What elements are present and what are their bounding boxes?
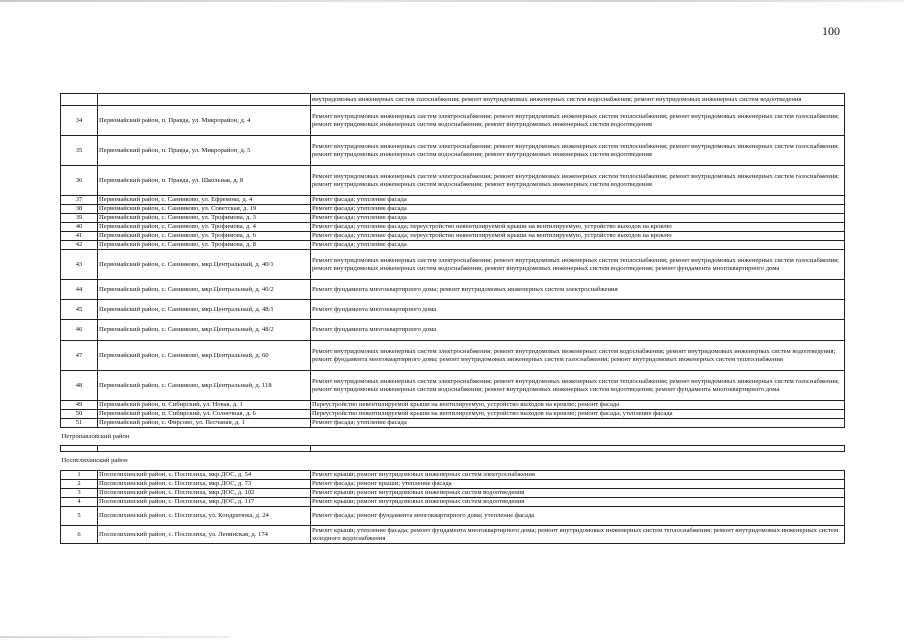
- house-address: Первомайский район, с. Санниково, мкр.Центральный, д. 118: [98, 371, 311, 401]
- row-number: 46: [61, 320, 98, 341]
- table-row: [61, 489, 845, 498]
- table-row: [61, 241, 845, 250]
- table-row: [61, 106, 845, 136]
- house-address: Первомайский район, с. Санниково, ул. Трофимова, д. 6: [98, 232, 311, 241]
- scan-edge-top: [0, 0, 904, 2]
- table-row: [61, 341, 845, 371]
- table-row: [61, 300, 845, 320]
- row-number: 3: [61, 489, 98, 498]
- row-number: [61, 94, 98, 106]
- repair-works: Переустройство невентилируемой крыши на вентилируемую, устройство выходов на кровлю; ремонт фасада: [311, 401, 845, 410]
- row-number: 36: [61, 166, 98, 196]
- row-number: 45: [61, 300, 98, 320]
- house-address: Поспелихинский район, с. Поспелиха, мкр.ДОС, д. 102: [98, 489, 311, 498]
- repair-works: Ремонт внутридомовых инженерных систем электроснабжения; ремонт внутридомовых инженерных систем теплоснабжения; ремонт внутридомовых инженерных систем газоснабжения; ремонт внутридомовых инженерных систем водоснабжения; ремонт внутридомовых инженерных систем водоотведения: [311, 166, 845, 196]
- repair-works: Ремонт фундамента многоквартирного дома; ремонт внутридомовых инженерных систем электроснабжения: [311, 280, 845, 300]
- repair-works: внутридомовых инженерных систем газоснабжения; ремонт внутридомовых инженерных систем водоснабжения; ремонт внутридомовых инженерных систем водоотведения: [311, 94, 845, 106]
- row-number: 35: [61, 136, 98, 166]
- repair-works: Ремонт внутридомовых инженерных систем электроснабжения; ремонт внутридомовых инженерных систем теплоснабжения; ремонт внутридомовых инженерных систем газоснабжения; ремонт внутридомовых инженерных систем водоснабжения; ремонт внутридомовых инженерных систем водоотведения: [311, 106, 845, 136]
- repair-works: Ремонт фасада; утепление фасада: [311, 214, 845, 223]
- repair-works: Ремонт крыши; ремонт внутридомовых инженерных систем электроснабжения: [311, 471, 845, 480]
- house-address: Первомайский район, с. Фирсово, ул. Песчаная, д. 1: [98, 419, 311, 428]
- row-number: 38: [61, 205, 98, 214]
- repair-works: Ремонт фасада; ремонт фундамента многоквартирного дома; утепление фасада: [311, 507, 845, 526]
- repair-works: Ремонт фасада; утепление фасада: [311, 196, 845, 205]
- table-section-petropavlovsky: [61, 428, 845, 471]
- section-heading: Поспелихинский район: [61, 452, 845, 471]
- house-address: Первомайский район, п. Правда, ул. Школьная, д. 8: [98, 166, 311, 196]
- house-address: Поспелихинский район, с. Поспелиха, мкр.ДОС, д. 117: [98, 498, 311, 507]
- row-number: 4: [61, 498, 98, 507]
- table-row: [61, 94, 845, 106]
- house-address: Первомайский район, с. Санниково, мкр.Центральный, д. 48/1: [98, 300, 311, 320]
- table-row: [61, 205, 845, 214]
- repair-works: Ремонт фасада; утепление фасада: [311, 205, 845, 214]
- table-row: [61, 136, 845, 166]
- repair-works: Ремонт фасада; утепление фасада; переустройство невентилируемой крыши на вентилируемую, устройство выходов на кровлю: [311, 232, 845, 241]
- row-number: 47: [61, 341, 98, 371]
- table-row: [61, 401, 845, 410]
- house-address: Первомайский район, п. Правда, ул. Микрорайон, д. 4: [98, 106, 311, 136]
- table-row: [61, 526, 845, 544]
- row-number: 37: [61, 196, 98, 205]
- row-number: 42: [61, 241, 98, 250]
- table-row: [61, 320, 845, 341]
- house-address: Первомайский район, с. Санниково, ул. Советская, д. 19: [98, 205, 311, 214]
- table-row: [61, 480, 845, 489]
- repair-works: Ремонт фасада; утепление фасада: [311, 419, 845, 428]
- repair-works: Ремонт фасада; утепление фасада: [311, 241, 845, 250]
- row-number: 50: [61, 410, 98, 419]
- repair-works: Ремонт внутридомовых инженерных систем электроснабжения; ремонт внутридомовых инженерных систем теплоснабжения; ремонт внутридомовых инженерных систем газоснабжения; ремонт внутридомовых инженерных систем водоснабжения; ремонт внутридомовых инженерных систем водоотведения: [311, 136, 845, 166]
- table-row: [61, 419, 845, 428]
- house-address: Поспелихинский район, с. Поспелиха, мкр.ДОС, д. 54: [98, 471, 311, 480]
- repair-works: Ремонт внутридомовых инженерных систем электроснабжения; ремонт внутридомовых инженерных систем теплоснабжения; ремонт внутридомовых инженерных систем газоснабжения; ремонт внутридомовых инженерных систем водоснабжения; ремонт внутридомовых инженерных систем водоотведения; ремонт фундамента многоквартирного дома: [311, 250, 845, 280]
- house-address: Первомайский район, п. Сибирский, ул. Солнечная, д. 6: [98, 410, 311, 419]
- house-address: [98, 94, 311, 106]
- table-row: [61, 166, 845, 196]
- table-row: [61, 196, 845, 205]
- table-row: [61, 250, 845, 280]
- repair-works: Ремонт фасада; утепление фасада; переустройство невентилируемой крыши на вентилируемую, устройство выходов на кровлю: [311, 223, 845, 232]
- row-number: 39: [61, 214, 98, 223]
- row-number: 43: [61, 250, 98, 280]
- table-row: [61, 214, 845, 223]
- house-address: Первомайский район, с. Санниково, мкр.Центральный, д. 40/2: [98, 280, 311, 300]
- house-address: Первомайский район, п. Сибирский, ул. Новая, д. 1: [98, 401, 311, 410]
- house-address: Первомайский район, с. Санниково, ул. Трофимова, д. 8: [98, 241, 311, 250]
- row-number: 49: [61, 401, 98, 410]
- house-address: Первомайский район, п. Правда, ул. Микрорайон, д. 5: [98, 136, 311, 166]
- row-number: 44: [61, 280, 98, 300]
- table-row: [61, 498, 845, 507]
- row-number: 40: [61, 223, 98, 232]
- house-address: Поспелихинский район, с. Поспелиха, ул. Ленинская, д. 174: [98, 526, 311, 544]
- row-number: 6: [61, 526, 98, 544]
- house-address: Первомайский район, с. Санниково, ул. Трофимова, д. 4: [98, 223, 311, 232]
- page-number: 100: [822, 24, 840, 38]
- table-row: [61, 280, 845, 300]
- table-section-pervomaisky: [61, 94, 845, 428]
- table-row: [61, 223, 845, 232]
- repair-works: Переустройство невентилируемой крыши на вентилируемую, устройство выходов на кровлю; ремонт фасада; утепление фасада: [311, 410, 845, 419]
- house-address: Первомайский район, с. Санниково, мкр.Центральный, д. 48/2: [98, 320, 311, 341]
- house-address: Первомайский район, с. Санниково, мкр.Центральный, д. 60: [98, 341, 311, 371]
- house-address: Первомайский район, с. Санниково, ул. Ефремова, д. 4: [98, 196, 311, 205]
- table-row: [61, 410, 845, 419]
- house-address: Первомайский район, с. Санниково, ул. Трофимова, д. 3: [98, 214, 311, 223]
- row-number: 51: [61, 419, 98, 428]
- repair-works: Ремонт фундамента многоквартирного дома: [311, 320, 845, 341]
- house-address: Поспелихинский район, с. Поспелиха, мкр.ДОС, д. 73: [98, 480, 311, 489]
- row-number: 48: [61, 371, 98, 401]
- repair-works: Ремонт внутридомовых инженерных систем электроснабжения; ремонт внутридомовых инженерных систем водоснабжения; ремонт внутридомовых инженерных систем водоотведения; ремонт фундамента многоквартирного дома; ремонт внутридомовых инженерных систем газоснабжения; ремонт внутридомовых инженерных систем теплоснабжения: [311, 341, 845, 371]
- repair-program-table: [60, 93, 845, 544]
- table-section-pospelikhinsky: [61, 471, 845, 544]
- table-row: [61, 471, 845, 480]
- table-row: [61, 232, 845, 241]
- repair-works: Ремонт крыши; ремонт внутридомовых инженерных систем водоотведения: [311, 498, 845, 507]
- repair-works: Ремонт фасада; ремонт крыши; утепление фасада: [311, 480, 845, 489]
- row-number: 1: [61, 471, 98, 480]
- house-address: Поспелихинский район, с. Поспелиха, ул. Кондратюка, д. 24: [98, 507, 311, 526]
- table-row: [61, 371, 845, 401]
- section-heading: Петропавловский район: [61, 428, 845, 446]
- row-number: 34: [61, 106, 98, 136]
- house-address: Первомайский район, с. Санниково, мкр.Центральный, д. 40/1: [98, 250, 311, 280]
- row-number: 5: [61, 507, 98, 526]
- row-number: 41: [61, 232, 98, 241]
- row-number: 2: [61, 480, 98, 489]
- repair-works: Ремонт крыши; ремонт внутридомовых инженерных систем водоотведения: [311, 489, 845, 498]
- repair-works: Ремонт внутридомовых инженерных систем электроснабжения; ремонт внутридомовых инженерных систем теплоснабжения; ремонт внутридомовых инженерных систем газоснабжения; ремонт внутридомовых инженерных систем водоснабжения; ремонт внутридомовых инженерных систем водоотведения; ремонт фундамента многоквартирного дома: [311, 371, 845, 401]
- repair-works: Ремонт крыши; утепление фасада; ремонт фундамента многоквартирного дома; ремонт внутридомовых инженерных систем теплоснабжения; ремонт внутридомовых инженерных систем холодного водоснабжения: [311, 526, 845, 544]
- repair-works: Ремонт фундамента многоквартирного дома: [311, 300, 845, 320]
- scan-edge-bottom: [0, 636, 230, 638]
- table-row: [61, 507, 845, 526]
